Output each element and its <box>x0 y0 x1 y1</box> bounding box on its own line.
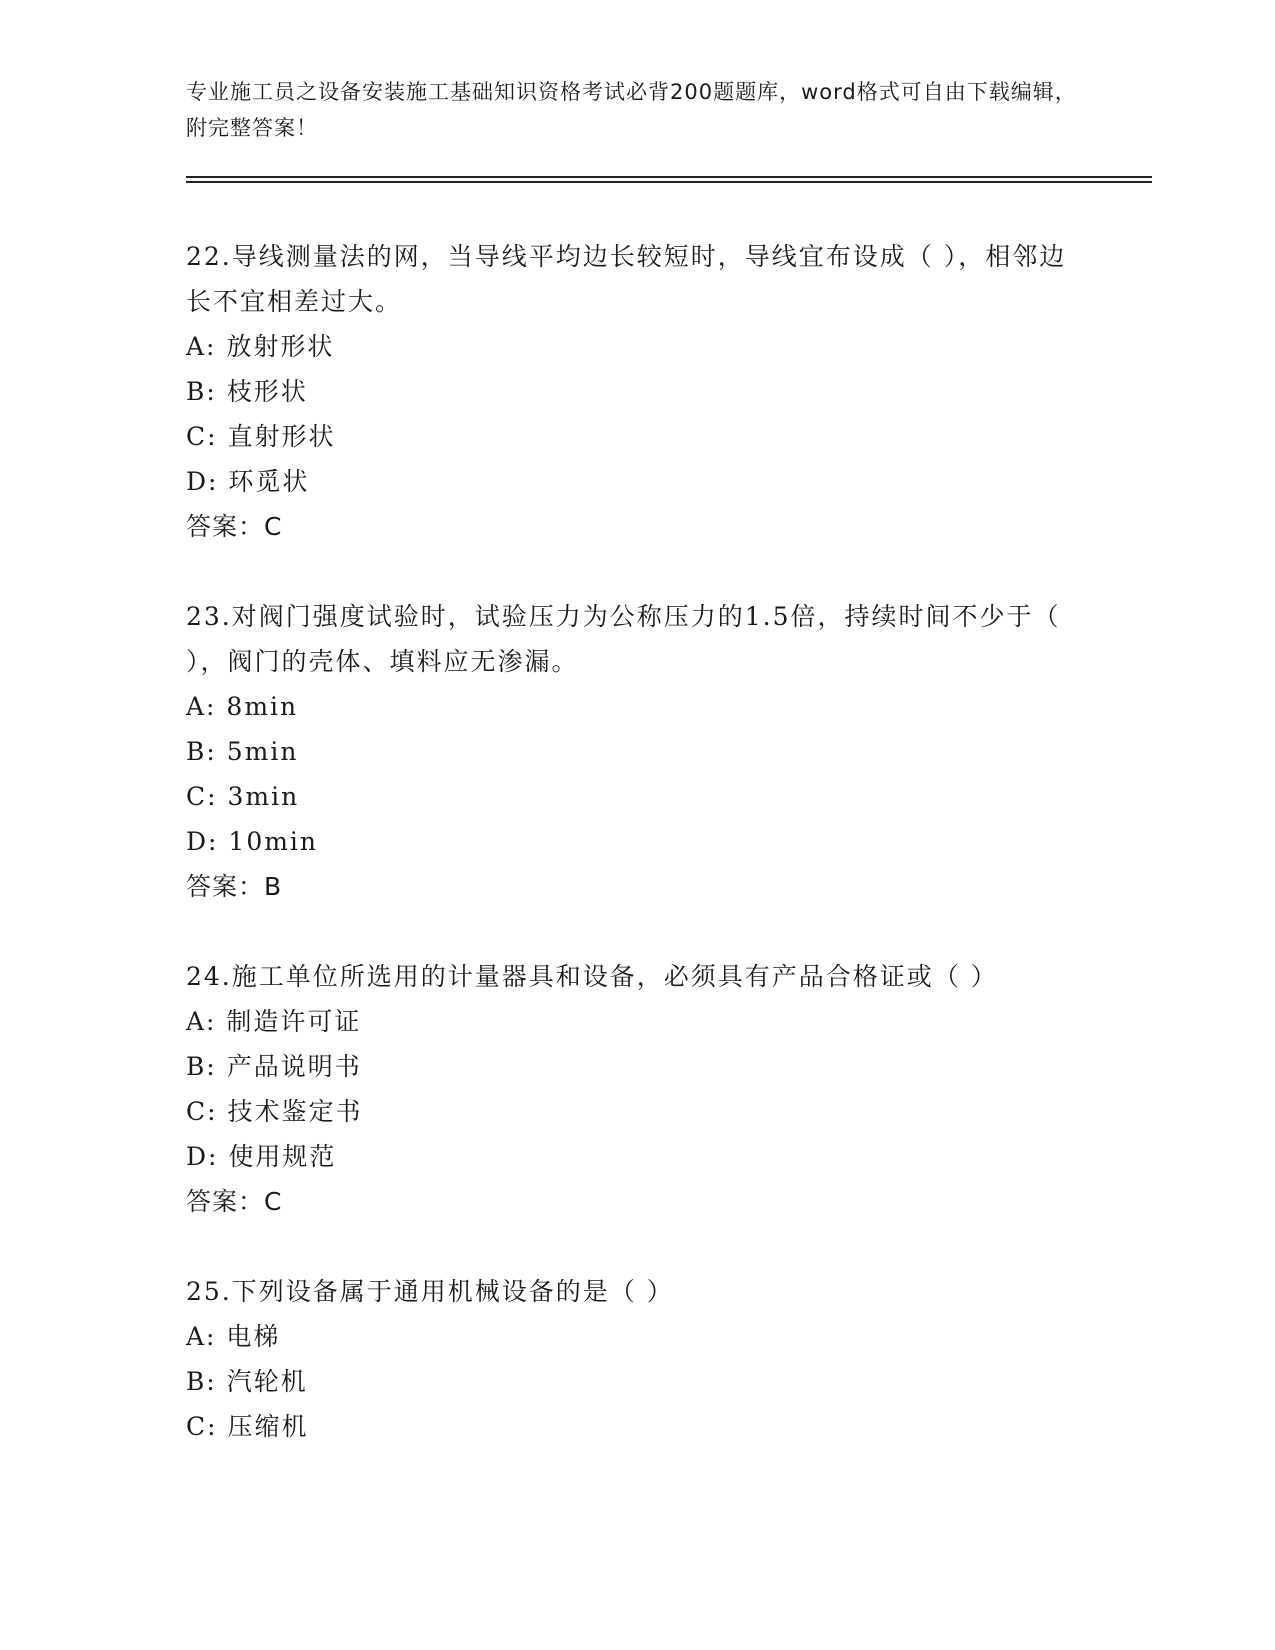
question-25 <box>186 1269 1086 1449</box>
option-c: C: 直射形状 <box>186 422 336 451</box>
question-24 <box>186 954 1086 1224</box>
option-d: D: 10min <box>186 827 319 856</box>
option-d: D: 使用规范 <box>186 1142 337 1171</box>
question-list <box>186 234 1086 1494</box>
question-stem: 24.施工单位所选用的计量器具和设备，必须具有产品合格证或（ ） <box>186 962 998 991</box>
option-b: B: 产品说明书 <box>186 1052 362 1081</box>
option-a: A: 电梯 <box>186 1322 281 1351</box>
option-b: B: 5min <box>186 737 299 766</box>
option-c: C: 3min <box>186 782 300 811</box>
option-a: A: 8min <box>186 692 299 721</box>
option-a: A: 制造许可证 <box>186 1007 362 1036</box>
option-c: C: 技术鉴定书 <box>186 1097 363 1126</box>
option-c: C: 压缩机 <box>186 1412 309 1441</box>
answer: 答案：B <box>186 872 283 901</box>
option-d: D: 环觅状 <box>186 467 310 496</box>
question-22 <box>186 234 1086 549</box>
question-stem: 22.导线测量法的网，当导线平均边长较短时，导线宜布设成（ ），相邻边长不宜相差过大。 <box>186 242 1067 316</box>
answer: 答案：C <box>186 512 283 541</box>
option-b: B: 枝形状 <box>186 377 308 406</box>
answer: 答案：C <box>186 1187 283 1216</box>
question-stem: 23.对阀门强度试验时，试验压力为公称压力的1.5倍，持续时间不少于（ ），阀门的壳体、填料应无渗漏。 <box>186 602 1061 676</box>
document-title: 专业施工员之设备安装施工基础知识资格考试必背200题题库，word格式可自由下载编辑，附完整答案！ <box>186 80 1077 140</box>
question-23 <box>186 594 1086 909</box>
option-b: B: 汽轮机 <box>186 1367 308 1396</box>
header-divider-bottom <box>186 181 1152 183</box>
header-divider-top <box>186 176 1152 178</box>
option-a: A: 放射形状 <box>186 332 335 361</box>
question-stem: 25.下列设备属于通用机械设备的是（ ） <box>186 1277 674 1306</box>
document-header <box>186 74 1086 146</box>
